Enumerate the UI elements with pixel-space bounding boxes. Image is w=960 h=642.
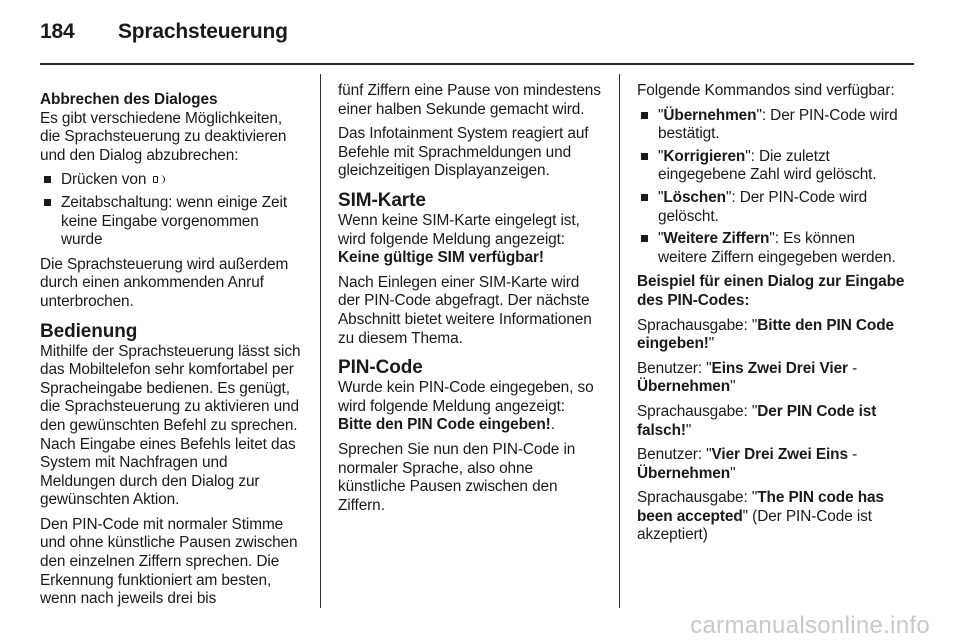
quote: " — [658, 230, 664, 248]
quote: " — [745, 147, 751, 165]
sim-message: Keine gültige SIM verfügbar! — [338, 249, 544, 267]
speaker: Sprachausgabe: — [637, 402, 752, 420]
command-name: Löschen — [663, 188, 726, 206]
command-desc: : Der PIN-Code wird bestätigt. — [658, 106, 898, 143]
pin-message-line — [338, 416, 602, 435]
dialog-text: Der PIN Code ist falsch! — [637, 402, 877, 439]
dialog-text: Eins Zwei Drei Vier — [711, 359, 848, 377]
sim-after: Nach Einlegen einer SIM-Karte wird der PIN-Code abgefragt. Der nächste Abschnitt bietet weitere Informationen zu diesem Thema. — [338, 273, 592, 347]
column-divider-2 — [619, 74, 620, 608]
quote: " — [751, 402, 758, 420]
dash: - — [847, 359, 858, 377]
quote: " — [658, 147, 664, 165]
dialog-line — [637, 489, 905, 545]
abort-intro: Es gibt verschiedene Möglichkeiten, die Sprachsteuerung zu deaktivieren und den Dialog abzubrechen: — [40, 109, 287, 164]
command-name: Übernehmen — [663, 106, 757, 124]
dialog-text: Vier Drei Zwei Eins — [711, 446, 848, 464]
abort-heading: Abbrechen des Dialoges — [40, 91, 218, 108]
speaker: Benutzer: — [637, 446, 707, 464]
quote: " — [730, 464, 736, 482]
abort-note: Die Sprachsteuerung wird außerdem durch einen ankommenden Anruf unterbrochen. — [40, 255, 289, 310]
quote: " — [756, 106, 762, 124]
infotainment-text: Das Infotainment System reagiert auf Befehle mit Sprachmeldungen und gleichzeitigen Displayanzeigen. — [338, 125, 589, 180]
quote: " — [751, 489, 758, 507]
command-desc: : Der PIN-Code wird gelöscht. — [658, 188, 868, 225]
list-item — [637, 107, 905, 144]
quote: " — [742, 507, 748, 525]
command-name: Korrigieren — [663, 147, 746, 165]
dialog-line — [637, 446, 905, 483]
speak-text: Sprechen Sie nun den PIN-Code in normaler Sprache, also ohne künstliche Pausen zwischen den Ziffern. — [338, 440, 576, 514]
bullet-square — [641, 235, 648, 242]
bullet-square — [641, 153, 648, 160]
page-title: Sprachsteuerung — [118, 20, 288, 43]
quote: " — [708, 335, 715, 353]
quote: " — [769, 230, 775, 248]
pin-heading: PIN-Code — [338, 357, 423, 379]
list-item — [637, 230, 905, 267]
list-item-text: Drücken von — [61, 171, 147, 189]
list-item — [637, 189, 905, 226]
pin-period: . — [550, 416, 555, 434]
commands-intro: Folgende Kommandos sind verfügbar: — [637, 82, 895, 99]
sim-heading: SIM-Karte — [338, 189, 426, 211]
quote: " — [685, 421, 692, 439]
list-item-text: Zeitabschaltung: wenn einige Zeit keine Eingabe vorgenommen wurde — [61, 193, 287, 249]
bullet-square — [641, 112, 648, 119]
pause-text: fünf Ziffern eine Pause von mindestens einer halben Sekunde gemacht wird. — [338, 82, 601, 118]
operation-heading: Bedienung — [40, 320, 138, 342]
sim-text: Wenn keine SIM-Karte eingelegt ist, wird folgende Meldung angezeigt: — [338, 211, 580, 248]
column-divider-1 — [320, 74, 321, 608]
bullet-square — [641, 194, 648, 201]
quote: " — [658, 188, 664, 206]
command-name: Weitere Ziffern — [663, 230, 770, 248]
page-number: 184 — [40, 20, 75, 43]
command-desc: : Es können weitere Ziffern eingegeben werden. — [658, 230, 896, 266]
quote: " — [751, 316, 758, 334]
dialog-text: Übernehmen — [637, 464, 731, 482]
quote: " — [706, 359, 712, 377]
command-desc: : Die zuletzt eingegebene Zahl wird gelöscht. — [658, 147, 877, 184]
dialog-text: The PIN code has been accepted — [637, 489, 884, 525]
bullet-square — [44, 199, 51, 206]
column-2 — [338, 82, 602, 521]
operation-text: Mithilfe der Sprachsteuerung lässt sich das Mobiltelefon sehr komfortabel per Spracheingabe bedienen. Es genügt, die Sprachsteuerung zu aktivieren und den gewünschten Befehl zu sprechen. Nach Eingabe eines Befehls leitet das System mit Nachfragen und Meldungen durch den Dialog zur gewünschten Aktion. — [40, 342, 301, 509]
list-item — [40, 171, 302, 190]
example-heading: Beispiel für einen Dialog zur Eingabe des PIN-Codes: — [637, 273, 905, 309]
dash: - — [847, 446, 858, 464]
pin-instructions: Den PIN-Code mit normaler Stimme und ohne künstliche Pausen zwischen den einzelnen Ziffern sprechen. Die Erkennung funktioniert am besten, wenn nach jeweils drei bis — [40, 515, 298, 608]
speaker: Sprachausgabe: — [637, 489, 752, 507]
dialog-text: Bitte den PIN Code eingeben! — [637, 316, 894, 353]
speaker: Sprachausgabe: — [637, 316, 752, 334]
dialog-line — [637, 317, 905, 354]
dialog-line — [637, 403, 905, 440]
list-item — [637, 148, 905, 185]
voice-control-icon — [153, 174, 166, 185]
column-3 — [637, 82, 905, 551]
speaker: Benutzer: — [637, 359, 707, 377]
dialog-text: Übernehmen — [637, 378, 731, 396]
bullet-square — [44, 176, 51, 183]
quote: " — [658, 106, 664, 124]
dialog-extra: (Der PIN-Code ist akzeptiert) — [637, 507, 872, 544]
quote: " — [730, 378, 736, 396]
dialog-line — [637, 360, 905, 397]
header-rule — [40, 63, 914, 65]
pin-text: Wurde kein PIN-Code eingegeben, so wird folgende Meldung angezeigt: — [338, 379, 594, 415]
abort-list — [40, 171, 302, 249]
list-item — [40, 194, 302, 250]
pin-message: Bitte den PIN Code eingeben! — [338, 416, 551, 434]
commands-list — [637, 107, 905, 268]
column-1 — [40, 91, 302, 615]
quote: " — [725, 188, 732, 206]
quote: " — [706, 446, 712, 464]
watermark: carmanualsonline.info — [690, 612, 930, 639]
